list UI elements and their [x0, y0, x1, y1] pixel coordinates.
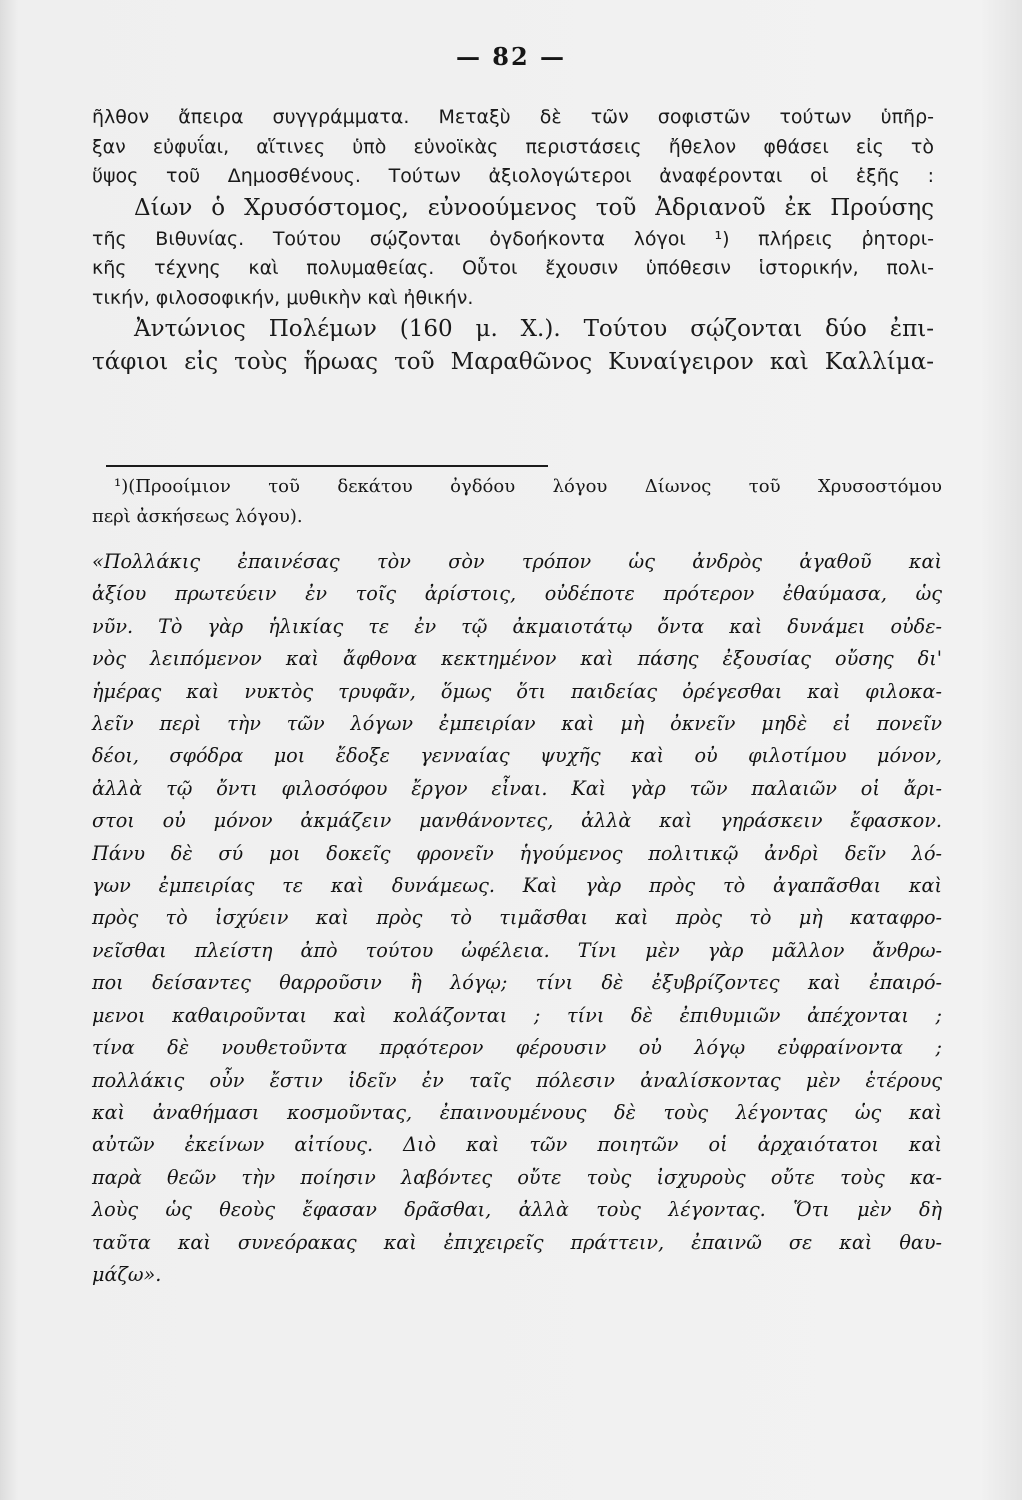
main-text-line: Ἀντώνιος Πολέμων (160 μ. Χ.). Τούτου σῴζονται δύο ἐπι- — [134, 316, 934, 342]
main-text-line: τῆς Βιθυνίας. Τούτου σῴζονται ὀγδοήκοντα λόγοι ¹) πλήρεις ῥητορι- — [92, 227, 934, 250]
main-text-line: ξαν εὐφυΐαι, αἵτινες ὑπὸ εὐνοϊκὰς περιστάσεις ἤθελον φθάσει εἰς τὸ — [92, 135, 934, 158]
page-number: — 82 — — [455, 42, 567, 71]
quote-line: «Πολλάκις ἐπαινέσας τὸν σὸν τρόπον ὡς ἀνδρὸς ἀγαθοῦ καὶ — [92, 550, 942, 573]
quote-line: γων ἐμπειρίας τε καὶ δυνάμεως. Καὶ γὰρ πρὸς τὸ ἀγαπᾶσθαι καὶ — [92, 874, 942, 898]
quote-line: ἀλλὰ τῷ ὄντι φιλοσόφου ἔργον εἶναι. Καὶ γὰρ τῶν παλαιῶν οἱ ἄρι- — [92, 776, 942, 800]
quote-line: ἡμέρας καὶ νυκτὸς τρυφᾶν, ὅμως ὅτι παιδείας ὀρέγεσθαι καὶ φιλοκα- — [92, 679, 942, 703]
quote-line: παρὰ θεῶν τὴν ποίησιν λαβόντες οὔτε τοὺς ἰσχυροὺς οὔτε τοὺς κα- — [92, 1165, 942, 1189]
quote-line: καὶ ἀναθήμασι κοσμοῦντας, ἐπαινουμένους δὲ τοὺς λέγοντας ὡς καὶ — [92, 1100, 942, 1124]
main-text-line: ὕψος τοῦ Δημοσθένους. Τούτων ἀξιολογώτεροι ἀναφέρονται οἱ ἑξῆς : — [92, 165, 934, 187]
main-text-block — [92, 103, 934, 379]
quote-line: νῦν. Τὸ γὰρ ἡλικίας τε ἐν τῷ ἀκμαιοτάτῳ ὄντα καὶ δυνάμει οὐδε- — [92, 614, 942, 638]
quote-line: ἀξίου πρωτεύειν ἐν τοῖς ἀρίστοις, οὐδέποτε πρότερον ἐθαύμασα, ὡς — [92, 582, 942, 606]
quote-line: τίνα δὲ νουθετοῦντα πρᾳότερον φέρουσιν οὐ λόγῳ εὐφραίνοντα ; — [92, 1036, 942, 1060]
quote-line: αὐτῶν ἐκείνων αἰτίους. Διὸ καὶ τῶν ποιητῶν οἱ ἀρχαιότατοι καὶ — [92, 1133, 942, 1157]
quote-line: νεῖσθαι πλείστη ἀπὸ τούτου ὠφέλεια. Τίνι μὲν γὰρ μᾶλλον ἄνθρω- — [92, 938, 942, 962]
quote-line: ποι δείσαντες θαρροῦσιν ἢ λόγῳ; τίνι δὲ ἐξυβρίζοντες καὶ ἐπαιρό- — [92, 971, 942, 995]
main-text-line: ῆλθον ἄπειρα συγγράμματα. Μεταξὺ δὲ τῶν σοφιστῶν τούτων ὑπῆρ- — [92, 106, 934, 128]
quoted-passage — [92, 546, 942, 1291]
quote-line: ταῦτα καὶ συνεόρακας καὶ ἐπιχειρεῖς πράττειν, ἐπαινῶ σε καὶ θαυ- — [92, 1230, 942, 1254]
quote-line: λοὺς ὡς θεοὺς ἔφασαν δρᾶσθαι, ἀλλὰ τοὺς λέγοντας. Ὅτι μὲν δὴ — [92, 1198, 942, 1222]
footnote-divider — [106, 465, 548, 467]
main-text-line: τικήν, φιλοσοφικήν, μυθικὴν καὶ ἠθικήν. — [92, 286, 474, 309]
quote-line: πολλάκις οὖν ἔστιν ἰδεῖν ἐν ταῖς πόλεσιν ἀναλίσκοντας μὲν ἑτέρους — [92, 1068, 942, 1092]
main-text-line: τάφιοι εἰς τοὺς ἥρωας τοῦ Μαραθῶνος Κυναίγειρον καὶ Καλλίμα- — [92, 349, 934, 375]
footnote-line: ¹)(Προοίμιον τοῦ δεκάτου ὀγδόου λόγου Δίωνος τοῦ Χρυσοστόμου — [114, 476, 942, 497]
main-text-line: Δίων ὁ Χρυσόστομος, εὐνοούμενος τοῦ Ἀδριανοῦ ἐκ Προύσης — [134, 194, 934, 221]
main-text-line: κῆς τέχνης καὶ πολυμαθείας. Οὗτοι ἔχουσιν ὑπόθεσιν ἱστορικήν, πολι- — [92, 257, 934, 279]
quote-line: πρὸς τὸ ἰσχύειν καὶ πρὸς τὸ τιμᾶσθαι καὶ πρὸς τὸ μὴ καταφρο- — [92, 906, 942, 930]
quote-line: μενοι καθαιροῦνται καὶ κολάζονται ; τίνι δὲ ἐπιθυμιῶν ἀπέχονται ; — [92, 1003, 942, 1027]
quote-line: μάζω». — [92, 1262, 162, 1286]
footnote-block — [92, 472, 942, 532]
quote-line: στοι οὐ μόνον ἀκμάζειν μανθάνοντες, ἀλλὰ καὶ γηράσκειν ἔφασκον. — [92, 809, 942, 833]
quote-line: Πάνυ δὲ σύ μοι δοκεῖς φρονεῖν ἡγούμενος πολιτικῷ ἀνδρὶ δεῖν λό- — [92, 841, 942, 865]
quote-line: δέοι, σφόδρα μοι ἔδοξε γενναίας ψυχῆς καὶ οὐ φιλοτίμου μόνον, — [92, 744, 942, 768]
quote-line: λεῖν περὶ τὴν τῶν λόγων ἐμπειρίαν καὶ μὴ ὀκνεῖν μηδὲ εἰ πονεῖν — [92, 712, 942, 736]
quote-line: νὸς λειπόμενον καὶ ἄφθονα κεκτημένον καὶ πάσης ἐξουσίας οὔσης δι' — [92, 647, 942, 671]
footnote-line: περὶ ἀσκήσεως λόγου). — [92, 506, 303, 527]
